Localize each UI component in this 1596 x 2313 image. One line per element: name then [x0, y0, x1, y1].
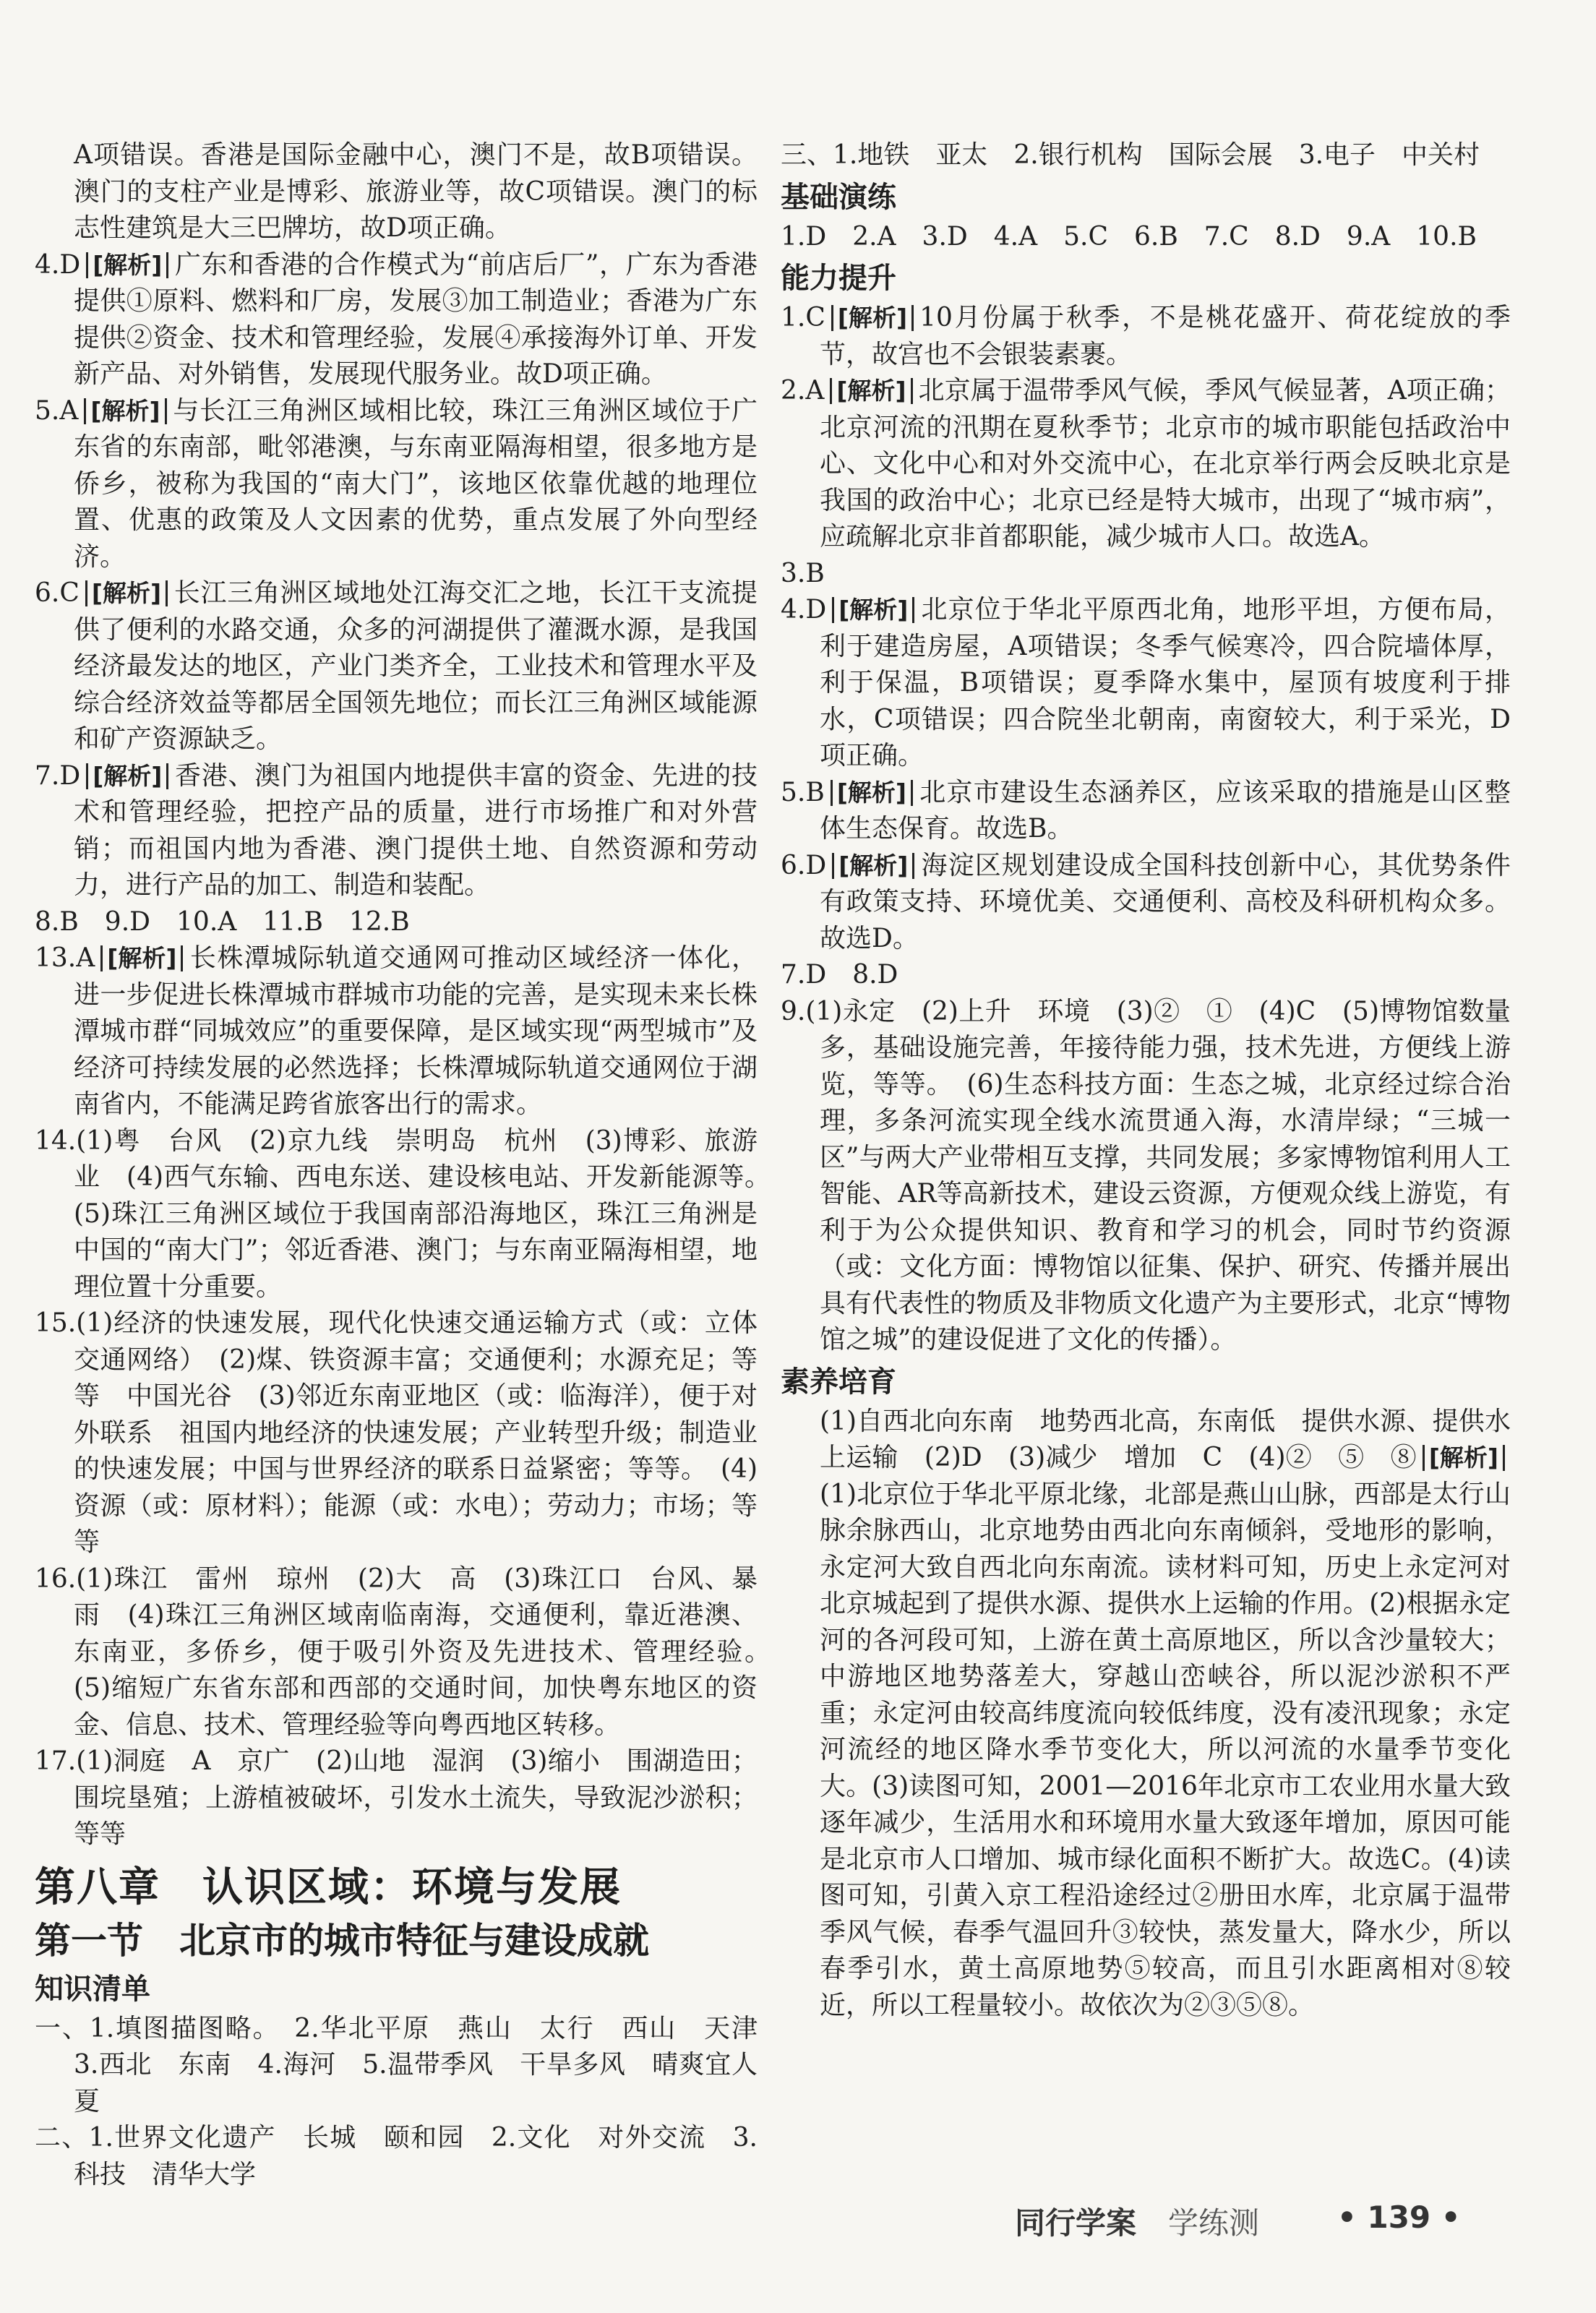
left-column: [35, 137, 784, 2193]
answer-text: (1)粤 台风 (2)京九线 崇明岛 杭州 (3)博彩、旅游业 (4)西气东输、西电东送、建设核电站、开发新能源等。 (5)珠江三角洲区域位于我国南部沿海地区，珠江三角洲是中国的“南大门”；邻近香港、澳门；与东南亚隔海相望，地理位置十分重要。: [74, 1125, 784, 1302]
answer-number: 三、: [781, 140, 833, 170]
literacy-answers: [781, 1404, 1511, 2025]
answer-number: 9.: [781, 996, 806, 1026]
answer-number: 一、: [35, 2013, 90, 2043]
footer-subtitle: 学练测: [1168, 2205, 1260, 2241]
knowledge-list-continued: [781, 137, 1511, 174]
answer-text: 长株潭城际轨道交通网可推动区域经济一体化，进一步促进长株潭城市群城市功能的完善，是实现未来长株潭城市群“同城效应”的重要保障，是区域实现“两型城市”及经济可持续发展的必然选择；长株潭城际轨道交通网位于湖南省内，不能满足跨省旅客出行的需求。: [74, 943, 758, 1119]
answer-text: 1.D 2.A 3.D 4.A 5.C 6.B 7.C 8.D 9.A 10.B: [781, 221, 1477, 252]
answer-number: 二、: [35, 2123, 89, 2153]
answer-text: (1)永定 (2)上升 环境 (3)② ① (4)C (5)博物馆数量多，基础设施完善，年接待能力强，技术先进，方便线上游览，等等。 (6)生态科技方面：生态之城，北京经过综合治理，多条河流实现全线水流贯通入海，水清岸绿；“三城一区”与两大产业带相互支撑，共同发展；多家博物馆利用人工智能、AR等高新技术，建设云资源，方便观众线上游览，有利于为公众提供知识、教育和学习的机会，同时节约资源（或：文化方面：博物馆以征集、保护、研究、传播并展出具有代表性的物质及非物质文化遗产为主要形式，北京“博物馆之城”的建设促进了文化的传播）。: [805, 996, 1511, 1355]
answer-number: 16.: [35, 1563, 77, 1594]
answer-item: [35, 2011, 784, 2121]
chapter-title: 第八章 认识区域：环境与发展: [35, 1863, 622, 1911]
analysis-tag: [解析]: [831, 780, 913, 806]
answer-text: 北京市建设生态涵养区，应该采取的措施是山区整体生态保育。故选B。: [820, 777, 1511, 844]
answer-item: [781, 137, 1511, 174]
answer-number: 4.D: [35, 249, 81, 280]
answer-number: 5.A: [35, 395, 79, 426]
analysis-tag: [解析]: [1423, 1445, 1505, 1471]
analysis-tag: [解析]: [831, 305, 914, 331]
footer-brand: 同行学案: [1015, 2205, 1137, 2241]
answer-number: 7.D: [35, 760, 81, 791]
answer-item: [781, 775, 1511, 848]
analysis-tag: [解析]: [832, 853, 914, 879]
analysis-tag: [解析]: [84, 398, 166, 424]
analysis-text: (1)北京位于华北平原北缘，北部是燕山山脉，西部是太行山脉余脉西山，北京地势由西北向东南倾斜，受地形的影响，永定河大致自西北向东南流。读材料可知，历史上永定河对北京城起到了提供水源、提供水上运输的作用。(2)根据永定河的各河段可知，上游在黄土高原地区，所以含沙量较大；中游地区地势落差大，穿越山峦峡谷，所以泥沙淤积不严重；永定河由较高纬度流向较低纬度，没有凌汛现象；永定河流经的地区降水季节变化大，所以河流的水量季节变化大。(3)读图可知，2001—2016年北京市工农业用水量大致逐年减少，生活用水和环境用水量大致逐年增加，原因可能是北京市人口增加、城市绿化面积不断扩大。故选C。(4)读图可知，引黄入京工程沿途经过②册田水库，北京属于温带季风气候，春季气温回升③较快，蒸发量大，降水少，所以春季引水，黄土高原地势⑤较高，而且引水距离相对⑧较近，所以工程量较小。故依次为②③⑤⑧。: [820, 1479, 1511, 2020]
knowledge-heading: 知识清单: [35, 1972, 150, 2006]
answer-item: [35, 393, 758, 576]
answer-item: [781, 957, 1511, 994]
ability-answers: [781, 300, 1511, 1359]
basic-answers: [781, 219, 1511, 256]
answer-number: 14.: [35, 1125, 77, 1156]
left-answers: [35, 137, 784, 1853]
right-column: [781, 137, 1511, 2024]
answer-text: 香港、澳门为祖国内地提供丰富的资金、先进的技术和管理经验，把控产品的质量，进行市场推广和对外营销；而祖国内地为香港、澳门提供土地、自然资源和劳动力，进行产品的加工、制造和装配。: [74, 760, 758, 900]
analysis-tag: [解析]: [830, 378, 912, 404]
answer-item: [35, 137, 758, 247]
answer-item: [781, 300, 1511, 373]
analysis-tag: [解析]: [85, 580, 168, 606]
page-number: • 139 •: [1337, 2200, 1461, 2235]
answer-item: [35, 1123, 784, 1306]
answer-text: (1)珠江 雷州 琼州 (2)大 高 (3)珠江口 台风、暴雨 (4)珠江三角洲区域南临南海，交通便利，靠近港澳、东南亚，多侨乡，便于吸引外资及先进技术、管理经验。 (5)缩短广东省东部和西部的交通时间，加快粤东地区的资金、信息、技术、管理经验等向粤西地区转移。: [74, 1563, 784, 1740]
answer-text: 北京位于华北平原西北角，地形平坦，方便布局，利于建造房屋，A项错误；冬季气候寒冷，四合院墙体厚，利于保温，B项错误；夏季降水集中，屋顶有坡度利于排水，C项错误；四合院坐北朝南，南窗较大，利于采光，D项正确。: [820, 595, 1511, 771]
answer-item: [781, 1404, 1511, 2025]
answer-number: 6.C: [35, 578, 80, 608]
answer-text: 3.B: [781, 558, 825, 588]
answer-number: 4.D: [781, 595, 827, 625]
answer-number: 2.A: [781, 376, 825, 405]
answer-text: 1.地铁 亚太 2.银行机构 国际会展 3.电子 中关村: [833, 140, 1480, 170]
answer-text: (1)洞庭 A 京广 (2)山地 湿润 (3)缩小 围湖造田；围垸垦殖；上游植被破坏，引发水土流失，导致泥沙淤积；等等: [74, 1746, 758, 1849]
answer-text: (1)经济的快速发展，现代化快速交通运输方式（或：立体交通网络） (2)煤、铁资源丰富；交通便利；水源充足；等等 中国光谷 (3)邻近东南亚地区（或：临海洋），便于对外联系 祖国内地经济的快速发展；产业转型升级；制造业的快速发展；中国与世界经济的联系日益紧密；等等。 (4)资源（或：原材料）；能源（或：水电）；劳动力；市场；等等: [74, 1308, 758, 1557]
analysis-tag: [解析]: [100, 945, 183, 971]
answer-item: [781, 556, 1511, 593]
answer-text: 1.世界文化遗产 长城 颐和园 2.文化 对外交流 3.科技 清华大学: [74, 2123, 758, 2189]
answer-item: [781, 994, 1511, 1359]
answer-number: 13.A: [35, 943, 95, 973]
answer-text: 与长江三角洲区域相比较，珠江三角洲区域位于广东省的东南部，毗邻港澳，与东南亚隔海相望，很多地方是侨乡，被称为我国的“南大门”，该地区依靠优越的地理位置、优惠的政策及人文因素的优势，重点发展了外向型经济。: [74, 395, 758, 572]
ability-heading: 能力提升: [781, 262, 896, 295]
answer-item: [35, 1305, 758, 1561]
answer-text: 7.D 8.D: [781, 960, 898, 990]
answer-text: 8.B 9.D 10.A 11.B 12.B: [35, 906, 410, 937]
answer-item: [781, 219, 1511, 256]
answer-item: [35, 1561, 784, 1744]
answer-item: [781, 373, 1511, 556]
knowledge-list: [35, 2011, 784, 2194]
answer-item: [35, 2120, 758, 2193]
answer-number: 6.D: [781, 850, 827, 880]
answer-item: [781, 848, 1511, 958]
answer-item: [35, 1743, 758, 1853]
answer-text: (1)自西北向东南 地势西北高，东南低 提供水源、提供水上运输 (2)D (3)减少 增加 C (4)② ⑤ ⑧: [820, 1406, 1511, 1472]
answer-number: 1.C: [781, 303, 825, 332]
basic-heading: 基础演练: [781, 180, 896, 214]
answer-item: [35, 758, 758, 904]
literacy-heading: 素养培育: [781, 1365, 896, 1399]
answer-text: 10月份属于秋季，不是桃花盛开、荷花绽放的季节，故宫也不会银装素裹。: [820, 303, 1511, 369]
page-footer: [1015, 2200, 1535, 2240]
analysis-tag: [解析]: [86, 763, 168, 789]
answer-text: A项错误。香港是国际金融中心，澳门不是，故B项错误。澳门的支柱产业是博彩、旅游业等，故C项错误。澳门的标志性建筑是大三巴牌坊，故D项正确。: [74, 140, 758, 243]
analysis-tag: [解析]: [86, 252, 168, 278]
answer-item: [781, 592, 1511, 775]
answer-text: 1.填图描图略。 2.华北平原 燕山 太行 西山 天津 3.西北 东南 4.海河 5.温带季风 干旱多风 晴爽宜人 夏: [74, 2013, 784, 2116]
answer-number: 5.B: [781, 777, 825, 807]
answer-number: 15.: [35, 1308, 77, 1338]
answer-item: [35, 575, 758, 758]
section-title: 第一节 北京市的城市特征与建设成就: [35, 1919, 649, 1962]
answer-text: 广东和香港的合作模式为“前店后厂”，广东为香港提供①原料、燃料和厂房，发展③加工制造业；香港为广东提供②资金、技术和管理经验，发展④承接海外订单、开发新产品、对外销售，发展现代服务业。故D项正确。: [74, 249, 758, 389]
answer-item: [35, 247, 758, 393]
answer-item: [35, 904, 758, 941]
answer-text: 海淀区规划建设成全国科技创新中心，其优势条件有政策支持、环境优美、交通便利、高校及科研机构众多。故选D。: [820, 850, 1511, 953]
answer-item: [35, 940, 758, 1123]
answer-text: 北京属于温带季风气候，季风气候显著，A项正确；北京河流的汛期在夏秋季节；北京市的城市职能包括政治中心、文化中心和对外交流中心，在北京举行两会反映北京是我国的政治中心；北京已经是特大城市，出现了“城市病”，应疏解北京非首都职能，减少城市人口。故选A。: [820, 376, 1511, 552]
answer-number: 17.: [35, 1746, 77, 1776]
answer-text: 长江三角洲区域地处江海交汇之地，长江干支流提供了便利的水路交通，众多的河湖提供了灌溉水源，是我国经济最发达的地区，产业门类齐全，工业技术和管理水平及综合经济效益等都居全国领先地位；而长江三角洲区域能源和矿产资源缺乏。: [74, 578, 758, 754]
analysis-tag: [解析]: [832, 597, 914, 623]
